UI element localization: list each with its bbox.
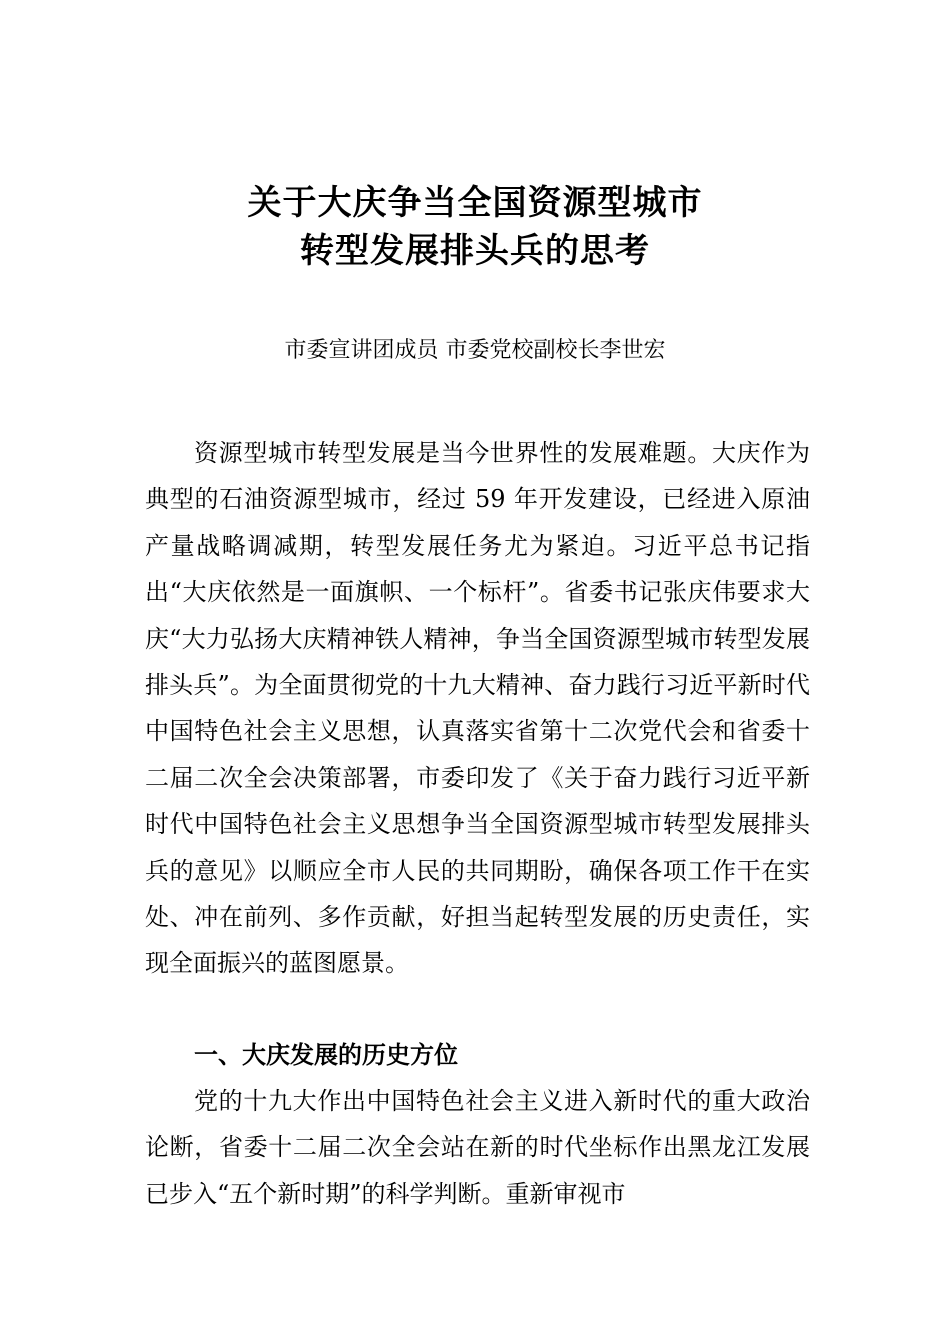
section-1-paragraph: 党的十九大作出中国特色社会主义进入新时代的重大政治论断，省委十二届二次全会站在新的时代坐标作出黑龙江发展已步入“五个新时期”的科学判断。重新审视市 — [145, 1087, 810, 1208]
document-title-line-2: 转型发展排头兵的思考 — [300, 231, 650, 271]
author-byline: 市委宣讲团成员 市委党校副校长李世宏 — [284, 338, 666, 363]
section-heading-1: 一、大庆发展的历史方位 — [194, 1041, 458, 1069]
document-title-line-1: 关于大庆争当全国资源型城市 — [247, 183, 703, 223]
intro-paragraph: 资源型城市转型发展是当今世界性的发展难题。大庆作为典型的石油资源型城市，经过 59 年开发建设，已经进入原油产量战略调减期，转型发展任务尤为紧迫。习近平总书记指出“大庆依然是一面旗帜、一个标杆”。省委书记张庆伟要求大庆“大力弘扬大庆精神铁人精神，争当全国资源型城市转型发展排头兵”。为全面贯彻党的十九大精神、奋力践行习近平新时代中国特色社会主义思想，认真落实省第十二次党代会和省委十二届二次全会决策部署，市委印发了《关于奋力践行习近平新时代中国特色社会主义思想争当全国资源型城市转型发展排头兵的意见》以顺应全市人民的共同期盼，确保各项工作干在实处、冲在前列、多作贡献，好担当起转型发展的历史责任，实现全面振兴的蓝图愿景。 — [145, 439, 810, 978]
